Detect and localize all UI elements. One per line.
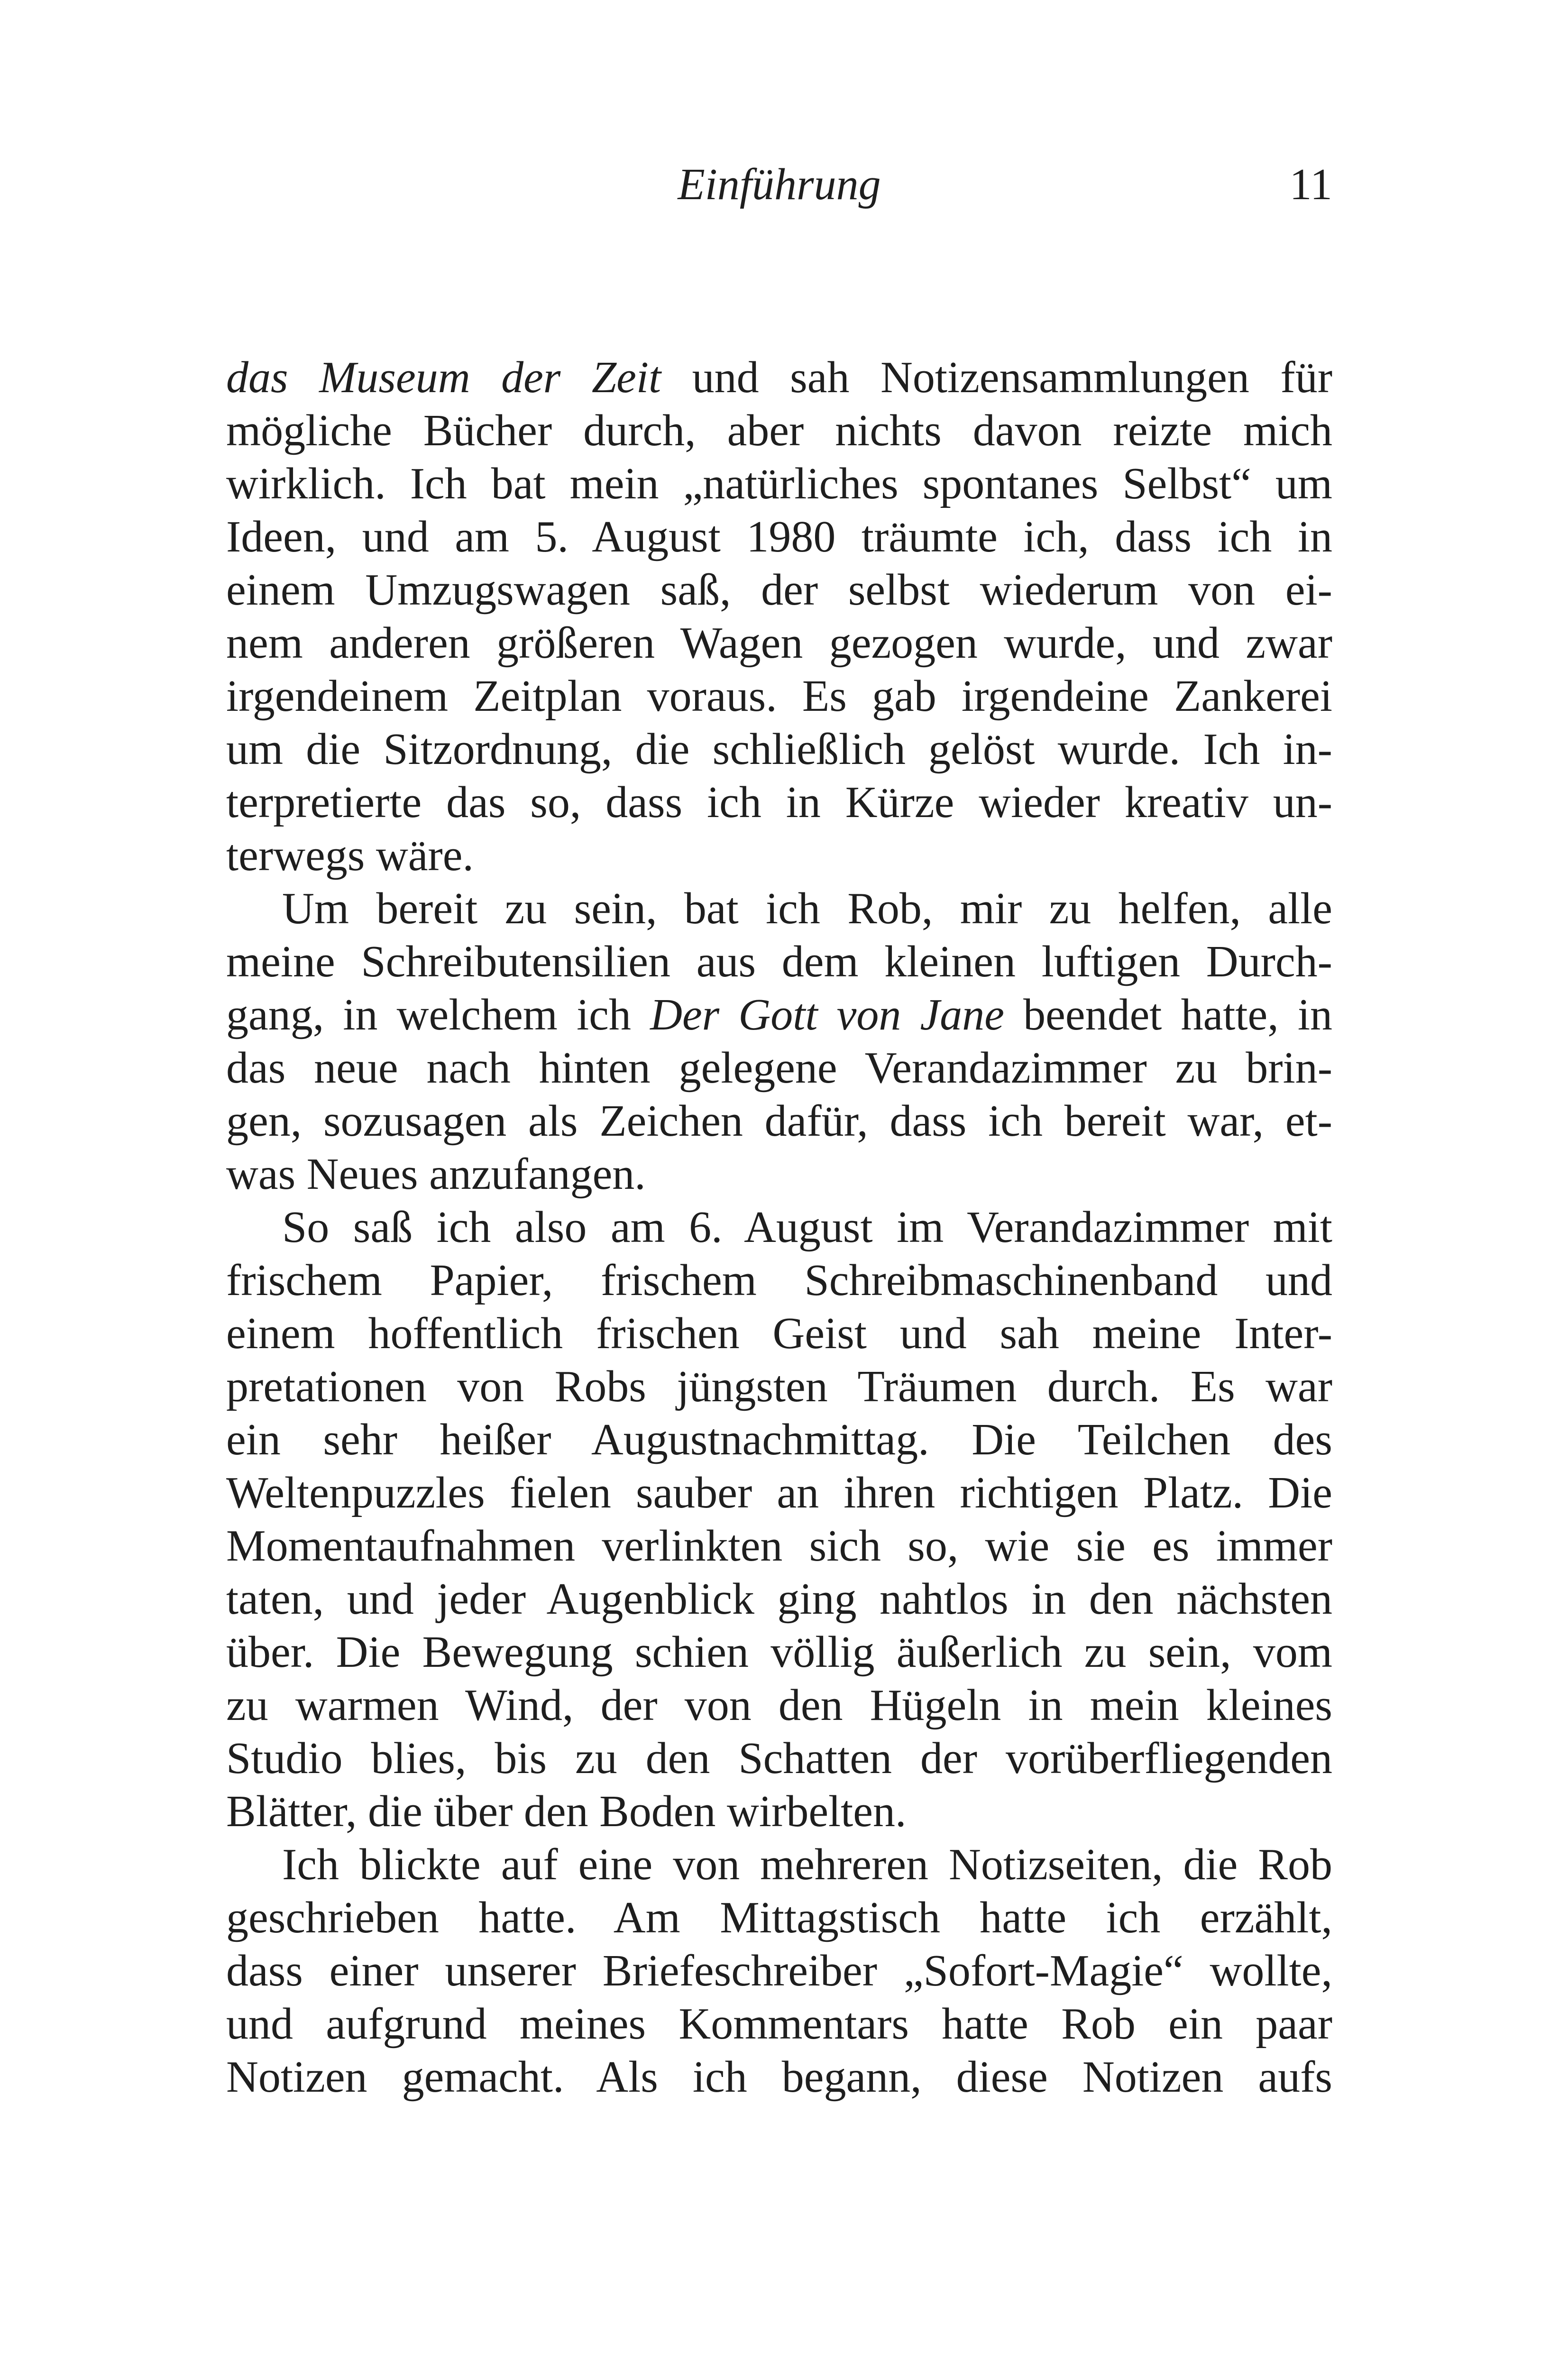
- paragraph: [226, 882, 1332, 1201]
- text-line: [226, 1307, 1332, 1360]
- text-line: [226, 670, 1332, 723]
- text-line: [226, 457, 1332, 510]
- text-line: [226, 723, 1332, 776]
- text-run: frischem Papier, frischem Schreibmaschinenband und: [226, 1256, 1332, 1305]
- text-line: [226, 776, 1332, 829]
- text-run: meine Schreibutensilien aus dem kleinen luftigen Durch-: [226, 937, 1332, 986]
- text-run: einem hoffentlich frischen Geist und sah meine Inter-: [226, 1309, 1332, 1358]
- text-line: [226, 1094, 1332, 1148]
- text-line: [226, 1041, 1332, 1094]
- text-run: terpretierte das so, dass ich in Kürze wieder kreativ un-: [226, 778, 1332, 827]
- text-line: [226, 1572, 1332, 1626]
- text-run: zu warmen Wind, der von den Hügeln in mein kleines: [226, 1681, 1332, 1730]
- text-run: So saß ich also am 6. August im Verandazimmer mit: [282, 1203, 1332, 1252]
- text-run: gang, in welchem ich: [226, 990, 651, 1039]
- running-head: [226, 159, 1332, 225]
- text-line: [226, 1838, 1332, 1891]
- text-line: [226, 1785, 1332, 1838]
- text-line: [226, 1891, 1332, 1944]
- text-run: einem Umzugswagen saß, der selbst wiederum von ei-: [226, 565, 1332, 615]
- paragraph: [226, 1838, 1332, 2104]
- text-line: [226, 1413, 1332, 1466]
- text-line: [226, 1997, 1332, 2050]
- page-number: 11: [1289, 160, 1332, 209]
- text-line: [226, 988, 1332, 1041]
- text-run: taten, und jeder Augenblick ging nahtlos in den nächsten: [226, 1574, 1332, 1624]
- text-run: dass einer unserer Briefeschreiber „Sofort-Magie“ wollte,: [226, 1946, 1332, 1995]
- text-run: Weltenpuzzles fielen sauber an ihren richtigen Platz. Die: [226, 1468, 1332, 1517]
- text-line: [226, 616, 1332, 670]
- text-line: [226, 404, 1332, 457]
- text-run: pretationen von Robs jüngsten Träumen durch. Es war: [226, 1362, 1332, 1411]
- text-line: [226, 1148, 1332, 1201]
- text-run: mögliche Bücher durch, aber nichts davon reizte mich: [226, 406, 1332, 455]
- text-line: [226, 1519, 1332, 1572]
- text-run: Notizen gemacht. Als ich begann, diese Notizen aufs: [226, 2052, 1332, 2102]
- text-line: [226, 1360, 1332, 1413]
- text-line: [226, 1944, 1332, 1997]
- text-line: [226, 1254, 1332, 1307]
- text-run: Momentaufnahmen verlinkten sich so, wie sie es immer: [226, 1521, 1332, 1571]
- paragraph: [226, 351, 1332, 882]
- text-line: [226, 935, 1332, 988]
- text-run: und aufgrund meines Kommentars hatte Rob ein paar: [226, 1999, 1332, 2049]
- text-run: Ideen, und am 5. August 1980 träumte ich, dass ich in: [226, 512, 1332, 561]
- text-line: [226, 2050, 1332, 2104]
- text-run: ein sehr heißer Augustnachmittag. Die Teilchen des: [226, 1415, 1332, 1464]
- text-run: um die Sitzordnung, die schließlich gelöst wurde. Ich in-: [226, 725, 1332, 774]
- text-run: und sah Notizensammlungen für: [661, 353, 1332, 402]
- text-run: irgendeinem Zeitplan voraus. Es gab irgendeine Zankerei: [226, 671, 1332, 721]
- text-run: beendet hatte, in: [1004, 990, 1332, 1039]
- body-text: [226, 351, 1332, 2104]
- text-run: das neue nach hinten gelegene Verandazimmer zu brin-: [226, 1043, 1332, 1093]
- text-run: über. Die Bewegung schien völlig äußerlich zu sein, vom: [226, 1627, 1332, 1677]
- text-line: [226, 1732, 1332, 1785]
- text-run: nem anderen größeren Wagen gezogen wurde, und zwar: [226, 618, 1332, 668]
- text-run: Ich blickte auf eine von mehreren Notizseiten, die Rob: [282, 1840, 1332, 1889]
- text-line: [226, 351, 1332, 404]
- text-line: [226, 1679, 1332, 1732]
- text-run: was Neues anzufangen.: [226, 1149, 646, 1199]
- paragraph: [226, 1201, 1332, 1838]
- text-line: [226, 882, 1332, 935]
- italic-title: das Museum der Zeit: [226, 353, 661, 402]
- text-run: Blätter, die über den Boden wirbelten.: [226, 1787, 907, 1836]
- italic-title: Der Gott von Jane: [650, 990, 1004, 1039]
- text-run: geschrieben hatte. Am Mittagstisch hatte ich erzählt,: [226, 1893, 1332, 1942]
- text-run: Studio blies, bis zu den Schatten der vorüberfliegenden: [226, 1734, 1332, 1783]
- text-line: [226, 1466, 1332, 1519]
- text-line: [226, 829, 1332, 882]
- text-line: [226, 1626, 1332, 1679]
- text-run: Um bereit zu sein, bat ich Rob, mir zu helfen, alle: [282, 884, 1332, 933]
- text-line: [226, 1201, 1332, 1254]
- text-run: terwegs wäre.: [226, 831, 474, 880]
- text-line: [226, 563, 1332, 616]
- text-run: wirklich. Ich bat mein „natürliches spontanes Selbst“ um: [226, 459, 1332, 508]
- text-run: gen, sozusagen als Zeichen dafür, dass ich bereit war, et-: [226, 1096, 1332, 1146]
- running-title: Einführung: [678, 160, 881, 209]
- text-line: [226, 510, 1332, 563]
